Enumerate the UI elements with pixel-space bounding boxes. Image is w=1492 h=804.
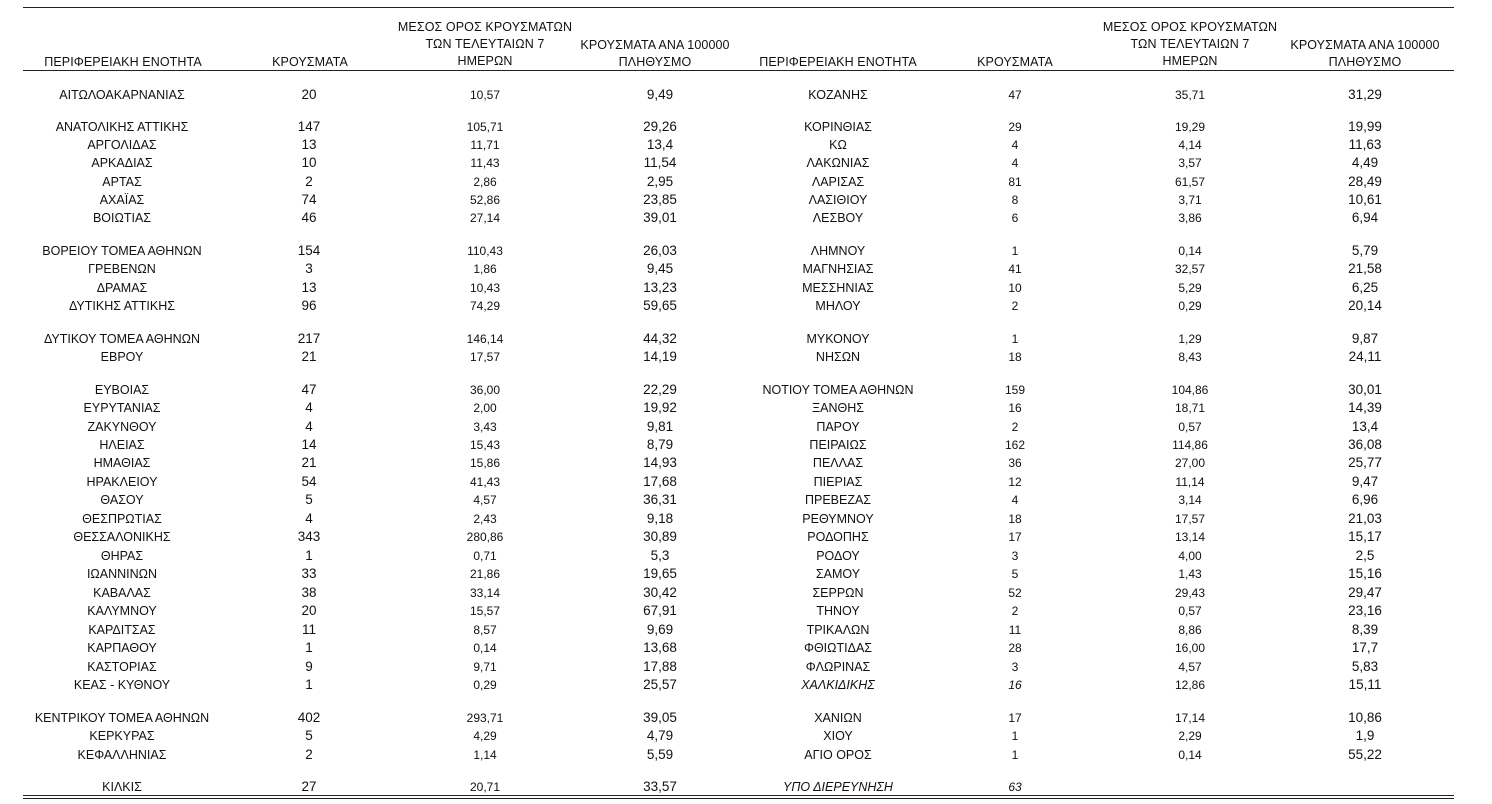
left-cell-name: ΑΧΑΪΑΣ [99, 193, 145, 207]
right-cell-per100k: 13,4 [1351, 419, 1379, 434]
header-per100k-line2: ΠΛΗΘΥΣΜΟ [1328, 55, 1402, 69]
left-cell-name: ΘΕΣΣΑΛΟΝΙΚΗΣ [73, 530, 171, 544]
left-cell-cases: 21 [301, 349, 317, 364]
left-cell-name: ΒΟΡΕΙΟΥ ΤΟΜΕΑ ΑΘΗΝΩΝ [42, 244, 202, 258]
right-cell-avg: 11,14 [1175, 475, 1205, 489]
right-cell-cases: 6 [1011, 211, 1019, 225]
header-region-left: ΠΕΡΙΦΕΡΕΙΑΚΗ ΕΝΟΤΗΤΑ [44, 55, 202, 69]
left-cell-avg: 280,86 [466, 530, 504, 544]
left-cell-per100k: 11,54 [643, 155, 677, 170]
left-cell-name: ΚΑΛΥΜΝΟΥ [87, 604, 157, 618]
left-cell-cases: 2 [305, 747, 313, 762]
right-cell-avg: 114,86 [1172, 438, 1208, 452]
right-cell-cases: 52 [1008, 586, 1022, 600]
left-cell-cases: 154 [297, 243, 321, 258]
left-cell-cases: 2 [305, 174, 313, 189]
left-cell-per100k: 17,88 [643, 659, 677, 674]
right-cell-cases: 159 [1004, 383, 1026, 397]
left-cell-name: ΚΑΒΑΛΑΣ [93, 586, 151, 600]
left-cell-per100k: 44,32 [643, 331, 677, 346]
right-cell-avg: 0,29 [1178, 299, 1202, 313]
left-cell-per100k: 39,01 [643, 210, 677, 225]
left-cell-per100k: 14,93 [643, 455, 677, 470]
right-cell-per100k: 20,14 [1348, 298, 1382, 313]
top-rule [23, 7, 1454, 8]
left-cell-cases: 33 [301, 566, 317, 581]
left-cell-name: ΚΕΑΣ - ΚΥΘΝΟΥ [73, 678, 171, 692]
left-cell-per100k: 9,69 [646, 622, 674, 637]
right-cell-avg: 0,14 [1178, 244, 1202, 258]
left-cell-cases: 11 [301, 622, 316, 637]
right-cell-cases: 63 [1008, 780, 1022, 794]
right-cell-name: ΛΑΚΩΝΙΑΣ [806, 156, 870, 170]
right-cell-name: ΛΑΣΙΘΙΟΥ [808, 193, 868, 207]
right-cell-name: ΠΕΛΛΑΣ [812, 456, 864, 470]
left-cell-cases: 4 [305, 400, 313, 415]
right-cell-per100k: 17,7 [1351, 640, 1379, 655]
right-cell-avg: 5,29 [1178, 281, 1202, 295]
left-cell-per100k: 9,45 [646, 261, 674, 276]
left-cell-name: ΘΕΣΠΡΩΤΙΑΣ [82, 512, 162, 526]
right-cell-cases: 10 [1008, 281, 1022, 295]
left-cell-name: ΒΟΙΩΤΙΑΣ [92, 211, 152, 225]
header-per100k-left [570, 37, 740, 71]
right-cell-per100k: 31,29 [1348, 87, 1382, 102]
right-cell-cases: 3 [1011, 549, 1019, 563]
right-cell-cases: 29 [1008, 120, 1022, 134]
left-cell-avg: 15,57 [469, 604, 501, 618]
left-cell-per100k: 26,03 [643, 243, 677, 258]
right-cell-cases: 8 [1011, 193, 1019, 207]
right-cell-per100k: 14,39 [1348, 400, 1382, 415]
right-cell-avg: 3,86 [1178, 211, 1202, 225]
left-cell-avg: 9,71 [473, 660, 497, 674]
right-cell-per100k: 21,58 [1348, 261, 1382, 276]
left-cell-cases: 4 [305, 511, 313, 526]
right-cell-cases: 36 [1008, 456, 1022, 470]
right-cell-cases: 28 [1008, 641, 1022, 655]
left-cell-cases: 47 [301, 382, 317, 397]
left-cell-avg: 4,57 [473, 493, 497, 507]
header-avg-line1: ΜΕΣΟΣ ΟΡΟΣ ΚΡΟΥΣΜΑΤΩΝ [397, 20, 573, 34]
left-cell-per100k: 9,49 [646, 87, 674, 102]
left-cell-name: ΑΡΓΟΛΙΔΑΣ [87, 138, 157, 152]
right-cell-avg: 29,43 [1174, 586, 1206, 600]
right-cell-avg: 3,57 [1178, 156, 1202, 170]
left-cell-avg: 36,00 [469, 383, 501, 397]
left-cell-avg: 2,43 [473, 512, 497, 526]
right-cell-cases: 12 [1008, 475, 1022, 489]
right-cell-avg: 32,57 [1174, 262, 1206, 276]
right-cell-per100k: 23,16 [1348, 603, 1382, 618]
header-avg-line2: ΤΩΝ ΤΕΛΕΥΤΑΙΩΝ 7 [425, 37, 545, 51]
left-cell-cases: 20 [301, 87, 317, 102]
right-cell-avg: 35,71 [1174, 88, 1206, 102]
right-cell-cases: 2 [1011, 604, 1019, 618]
left-cell-per100k: 67,91 [643, 603, 677, 618]
left-cell-name: ΖΑΚΥΝΘΟΥ [87, 420, 157, 434]
left-cell-avg: 33,14 [469, 586, 501, 600]
left-cell-cases: 74 [301, 192, 317, 207]
left-cell-per100k: 13,23 [643, 280, 677, 295]
right-cell-name: ΥΠΟ ΔΙΕΡΕΥΝΗΣΗ [783, 780, 893, 794]
right-cell-name: ΜΕΣΣΗΝΙΑΣ [802, 281, 874, 295]
left-cell-cases: 14 [301, 437, 317, 452]
right-cell-name: ΑΓΙΟ ΟΡΟΣ [804, 748, 872, 762]
right-cell-avg: 2,29 [1178, 729, 1202, 743]
right-cell-name: ΚΟΖΑΝΗΣ [808, 88, 868, 102]
left-cell-cases: 20 [301, 603, 317, 618]
right-cell-cases: 1 [1011, 244, 1019, 258]
left-cell-avg: 10,57 [469, 88, 501, 102]
right-cell-per100k: 15,11 [1348, 677, 1382, 692]
right-cell-avg: 4,00 [1178, 549, 1202, 563]
right-cell-avg: 8,43 [1178, 350, 1202, 364]
right-cell-name: ΦΛΩΡΙΝΑΣ [805, 660, 871, 674]
right-cell-name: ΣΕΡΡΩΝ [812, 586, 864, 600]
left-cell-name: ΘΗΡΑΣ [100, 549, 144, 563]
left-cell-avg: 20,71 [469, 780, 501, 794]
left-cell-avg: 10,43 [469, 281, 501, 295]
right-cell-per100k: 10,61 [1348, 192, 1382, 207]
right-cell-per100k: 6,25 [1351, 280, 1379, 295]
left-cell-per100k: 9,18 [646, 511, 674, 526]
right-cell-avg: 19,29 [1174, 120, 1206, 134]
right-cell-name: ΝΗΣΩΝ [815, 350, 861, 364]
left-cell-avg: 0,14 [473, 641, 497, 655]
left-cell-cases: 46 [301, 210, 317, 225]
left-cell-cases: 1 [305, 548, 313, 563]
right-cell-per100k: 19,99 [1348, 119, 1382, 134]
header-rule [23, 70, 1454, 71]
left-cell-cases: 13 [301, 280, 317, 295]
right-cell-avg: 16,00 [1174, 641, 1206, 655]
left-cell-cases: 27 [301, 779, 317, 794]
left-cell-name: ΓΡΕΒΕΝΩΝ [88, 262, 156, 276]
right-cell-per100k: 6,96 [1351, 492, 1379, 507]
bottom-rule-1 [23, 795, 1454, 796]
right-cell-avg: 18,71 [1174, 401, 1206, 415]
right-cell-name: ΞΑΝΘΗΣ [812, 401, 864, 415]
left-cell-name: ΔΡΑΜΑΣ [96, 281, 148, 295]
right-cell-cases: 41 [1008, 262, 1022, 276]
right-cell-avg: 0,14 [1178, 748, 1202, 762]
left-cell-per100k: 19,65 [643, 566, 677, 581]
left-cell-name: ΚΙΛΚΙΣ [102, 780, 142, 794]
right-cell-avg: 8,86 [1178, 623, 1202, 637]
right-cell-name: ΛΗΜΝΟΥ [810, 244, 866, 258]
left-cell-per100k: 8,79 [646, 437, 674, 452]
right-cell-name: ΠΑΡΟΥ [816, 420, 860, 434]
left-cell-name: ΙΩΑΝΝΙΝΩΝ [86, 567, 158, 581]
left-cell-avg: 21,86 [469, 567, 501, 581]
right-cell-cases: 2 [1011, 420, 1019, 434]
left-cell-cases: 5 [305, 492, 313, 507]
left-cell-cases: 5 [305, 728, 313, 743]
right-cell-name: ΧΙΟΥ [823, 729, 853, 743]
left-cell-name: ΑΡΚΑΔΙΑΣ [91, 156, 153, 170]
left-cell-avg: 105,71 [466, 120, 504, 134]
left-cell-avg: 1,14 [473, 748, 497, 762]
left-cell-cases: 96 [301, 298, 317, 313]
left-cell-cases: 13 [301, 137, 317, 152]
left-cell-avg: 11,43 [470, 156, 500, 170]
right-cell-avg: 17,57 [1174, 512, 1206, 526]
left-cell-per100k: 14,19 [643, 349, 677, 364]
right-cell-cases: 16 [1008, 678, 1022, 692]
header-per100k-line1: ΚΡΟΥΣΜΑΤΑ ΑΝΑ 100000 [1290, 38, 1440, 52]
left-cell-cases: 343 [297, 529, 321, 544]
left-cell-name: ΑΝΑΤΟΛΙΚΗΣ ΑΤΤΙΚΗΣ [55, 120, 189, 134]
right-cell-avg: 4,14 [1178, 138, 1202, 152]
left-cell-name: ΗΜΑΘΙΑΣ [93, 456, 151, 470]
right-cell-per100k: 30,01 [1348, 382, 1382, 397]
left-cell-name: ΗΛΕΙΑΣ [99, 438, 145, 452]
left-cell-per100k: 25,57 [643, 677, 677, 692]
right-cell-cases: 3 [1011, 660, 1019, 674]
left-cell-name: ΚΑΣΤΟΡΙΑΣ [87, 660, 157, 674]
left-cell-avg: 41,43 [469, 475, 501, 489]
header-avg-line2: ΤΩΝ ΤΕΛΕΥΤΑΙΩΝ 7 [1130, 37, 1250, 51]
left-cell-cases: 21 [301, 455, 317, 470]
left-cell-cases: 54 [301, 474, 317, 489]
right-cell-per100k: 8,39 [1351, 622, 1379, 637]
right-cell-name: ΣΑΜΟΥ [815, 567, 861, 581]
right-cell-per100k: 15,17 [1348, 529, 1382, 544]
left-cell-avg: 2,86 [473, 175, 497, 189]
left-cell-cases: 1 [305, 677, 313, 692]
right-cell-avg: 1,29 [1178, 332, 1202, 346]
header-avg-line3: ΗΜΕΡΩΝ [457, 54, 513, 68]
left-cell-per100k: 9,81 [646, 419, 674, 434]
right-cell-per100k: 21,03 [1348, 511, 1382, 526]
left-cell-cases: 1 [305, 640, 313, 655]
right-cell-per100k: 55,22 [1348, 747, 1382, 762]
left-cell-name: ΚΕΦΑΛΛΗΝΙΑΣ [77, 748, 167, 762]
left-cell-name: ΑΡΤΑΣ [102, 175, 142, 189]
right-cell-name: ΡΟΔΟΠΗΣ [807, 530, 869, 544]
left-cell-avg: 0,71 [473, 549, 497, 563]
right-cell-per100k: 10,86 [1348, 710, 1382, 725]
left-cell-name: ΘΑΣΟΥ [100, 493, 144, 507]
left-cell-avg: 3,43 [473, 420, 497, 434]
right-cell-cases: 18 [1008, 350, 1022, 364]
right-cell-name: ΛΑΡΙΣΑΣ [811, 175, 865, 189]
left-cell-name: ΚΕΝΤΡΙΚΟΥ ΤΟΜΕΑ ΑΘΗΝΩΝ [34, 711, 210, 725]
header-region-right: ΠΕΡΙΦΕΡΕΙΑΚΗ ΕΝΟΤΗΤΑ [759, 55, 917, 69]
left-cell-cases: 9 [305, 659, 313, 674]
left-cell-avg: 74,29 [469, 299, 501, 313]
header-per100k-line2: ΠΛΗΘΥΣΜΟ [618, 55, 692, 69]
header-avg-left [385, 19, 585, 70]
left-cell-avg: 15,86 [469, 456, 501, 470]
left-cell-avg: 110,43 [467, 244, 503, 258]
right-cell-per100k: 15,16 [1348, 566, 1382, 581]
left-cell-cases: 10 [301, 155, 317, 170]
right-cell-cases: 18 [1008, 512, 1022, 526]
left-cell-avg: 293,71 [466, 711, 504, 725]
left-cell-name: ΕΒΡΟΥ [100, 350, 144, 364]
right-cell-cases: 47 [1008, 88, 1022, 102]
right-cell-name: ΦΘΙΩΤΙΔΑΣ [803, 641, 873, 655]
right-cell-avg: 1,43 [1178, 567, 1202, 581]
left-cell-avg: 17,57 [469, 350, 501, 364]
right-cell-name: ΚΟΡΙΝΘΙΑΣ [804, 120, 872, 134]
right-cell-avg: 17,14 [1174, 711, 1206, 725]
right-cell-per100k: 9,47 [1351, 474, 1379, 489]
header-avg-line3: ΗΜΕΡΩΝ [1162, 54, 1218, 68]
right-cell-cases: 4 [1011, 493, 1019, 507]
right-cell-name: ΡΕΘΥΜΝΟΥ [802, 512, 874, 526]
right-cell-cases: 4 [1011, 138, 1019, 152]
left-cell-avg: 27,14 [469, 211, 501, 225]
right-cell-cases: 16 [1008, 401, 1022, 415]
left-cell-per100k: 4,79 [646, 728, 674, 743]
left-cell-cases: 147 [297, 119, 321, 134]
left-cell-avg: 52,86 [469, 193, 501, 207]
left-cell-avg: 15,43 [469, 438, 501, 452]
right-cell-name: ΜΑΓΝΗΣΙΑΣ [802, 262, 874, 276]
left-cell-per100k: 59,65 [643, 298, 677, 313]
left-cell-per100k: 39,05 [643, 710, 677, 725]
left-cell-avg: 8,57 [473, 623, 497, 637]
left-cell-per100k: 13,4 [646, 137, 674, 152]
right-cell-cases: 1 [1011, 332, 1019, 346]
right-cell-cases: 17 [1008, 530, 1022, 544]
left-cell-name: ΔΥΤΙΚΟΥ ΤΟΜΕΑ ΑΘΗΝΩΝ [43, 332, 201, 346]
right-cell-cases: 1 [1011, 748, 1019, 762]
bottom-rule-2 [23, 798, 1454, 799]
left-cell-per100k: 22,29 [643, 382, 677, 397]
right-cell-name: ΠΕΙΡΑΙΩΣ [809, 438, 867, 452]
right-cell-cases: 2 [1011, 299, 1019, 313]
right-cell-name: ΝΟΤΙΟΥ ΤΟΜΕΑ ΑΘΗΝΩΝ [762, 383, 914, 397]
left-cell-per100k: 29,26 [643, 119, 677, 134]
right-cell-avg: 13,14 [1174, 530, 1206, 544]
left-cell-per100k: 2,95 [646, 174, 674, 189]
right-cell-name: ΧΑΝΙΩΝ [814, 711, 862, 725]
right-cell-name: ΠΙΕΡΙΑΣ [813, 475, 863, 489]
right-cell-per100k: 5,79 [1351, 243, 1379, 258]
right-cell-cases: 4 [1011, 156, 1019, 170]
right-cell-per100k: 5,83 [1351, 659, 1379, 674]
right-cell-cases: 1 [1011, 729, 1019, 743]
right-cell-cases: 17 [1008, 711, 1022, 725]
header-per100k-line1: ΚΡΟΥΣΜΑΤΑ ΑΝΑ 100000 [580, 38, 730, 52]
left-cell-avg: 146,14 [466, 332, 504, 346]
right-cell-cases: 81 [1008, 175, 1022, 189]
right-cell-avg: 61,57 [1174, 175, 1206, 189]
left-cell-name: ΗΡΑΚΛΕΙΟΥ [86, 475, 158, 489]
right-cell-per100k: 28,49 [1348, 174, 1382, 189]
right-cell-cases: 162 [1004, 438, 1026, 452]
right-cell-per100k: 29,47 [1348, 585, 1382, 600]
right-cell-per100k: 4,49 [1351, 155, 1379, 170]
right-cell-per100k: 36,08 [1348, 437, 1382, 452]
right-cell-avg: 12,86 [1174, 678, 1206, 692]
left-cell-per100k: 23,85 [643, 192, 677, 207]
right-cell-cases: 11 [1008, 623, 1022, 637]
right-cell-name: ΧΑΛΚΙΔΙΚΗΣ [801, 678, 875, 692]
left-cell-name: ΚΕΡΚΥΡΑΣ [89, 729, 155, 743]
right-cell-avg: 3,71 [1178, 193, 1202, 207]
right-cell-avg: 4,57 [1178, 660, 1202, 674]
right-cell-per100k: 1,9 [1355, 728, 1375, 743]
right-cell-per100k: 11,63 [1348, 137, 1382, 152]
left-cell-per100k: 19,92 [643, 400, 677, 415]
left-cell-cases: 217 [297, 331, 321, 346]
right-cell-avg: 27,00 [1174, 456, 1206, 470]
left-cell-name: ΑΙΤΩΛΟΑΚΑΡΝΑΝΙΑΣ [59, 88, 185, 102]
left-cell-name: ΕΥΡΥΤΑΝΙΑΣ [83, 401, 161, 415]
left-cell-per100k: 33,57 [643, 779, 677, 794]
left-cell-cases: 4 [305, 419, 313, 434]
right-cell-name: ΛΕΣΒΟΥ [812, 211, 864, 225]
left-cell-name: ΕΥΒΟΙΑΣ [94, 383, 150, 397]
left-cell-avg: 4,29 [473, 729, 497, 743]
right-cell-name: ΡΟΔΟΥ [816, 549, 860, 563]
left-cell-cases: 3 [305, 261, 313, 276]
header-cases-right: ΚΡΟΥΣΜΑΤΑ [977, 55, 1053, 69]
right-cell-avg: 104,86 [1171, 383, 1209, 397]
left-cell-cases: 402 [297, 710, 321, 725]
left-cell-avg: 2,00 [473, 401, 497, 415]
left-cell-per100k: 5,3 [650, 548, 670, 563]
right-cell-name: ΤΗΝΟΥ [816, 604, 860, 618]
left-cell-per100k: 30,89 [643, 529, 677, 544]
right-cell-name: ΚΩ [829, 138, 847, 152]
left-cell-name: ΚΑΡΠΑΘΟΥ [87, 641, 157, 655]
right-cell-per100k: 2,5 [1355, 548, 1375, 563]
left-cell-avg: 11,71 [470, 138, 500, 152]
header-cases-left: ΚΡΟΥΣΜΑΤΑ [272, 55, 348, 69]
left-cell-name: ΚΑΡΔΙΤΣΑΣ [88, 623, 156, 637]
header-avg-line1: ΜΕΣΟΣ ΟΡΟΣ ΚΡΟΥΣΜΑΤΩΝ [1102, 20, 1278, 34]
left-cell-cases: 38 [301, 585, 317, 600]
right-cell-per100k: 9,87 [1351, 331, 1379, 346]
left-cell-per100k: 5,59 [646, 747, 674, 762]
left-cell-avg: 0,29 [473, 678, 497, 692]
header-per100k-right [1280, 37, 1450, 71]
left-cell-per100k: 17,68 [643, 474, 677, 489]
left-cell-avg: 1,86 [473, 262, 497, 276]
right-cell-avg: 3,14 [1178, 493, 1202, 507]
right-cell-per100k: 25,77 [1348, 455, 1382, 470]
right-cell-per100k: 24,11 [1348, 349, 1382, 364]
right-cell-name: ΜΥΚΟΝΟΥ [806, 332, 870, 346]
right-cell-per100k: 6,94 [1351, 210, 1379, 225]
left-cell-per100k: 30,42 [643, 585, 677, 600]
right-cell-cases: 5 [1011, 567, 1019, 581]
left-cell-per100k: 36,31 [643, 492, 677, 507]
left-cell-name: ΔΥΤΙΚΗΣ ΑΤΤΙΚΗΣ [69, 299, 175, 313]
right-cell-name: ΜΗΛΟΥ [815, 299, 861, 313]
right-cell-name: ΤΡΙΚΑΛΩΝ [806, 623, 870, 637]
right-cell-name: ΠΡΕΒΕΖΑΣ [804, 493, 872, 507]
left-cell-per100k: 13,68 [643, 640, 677, 655]
header-avg-right [1090, 19, 1290, 70]
right-cell-avg: 0,57 [1178, 604, 1202, 618]
right-cell-avg: 0,57 [1178, 420, 1202, 434]
